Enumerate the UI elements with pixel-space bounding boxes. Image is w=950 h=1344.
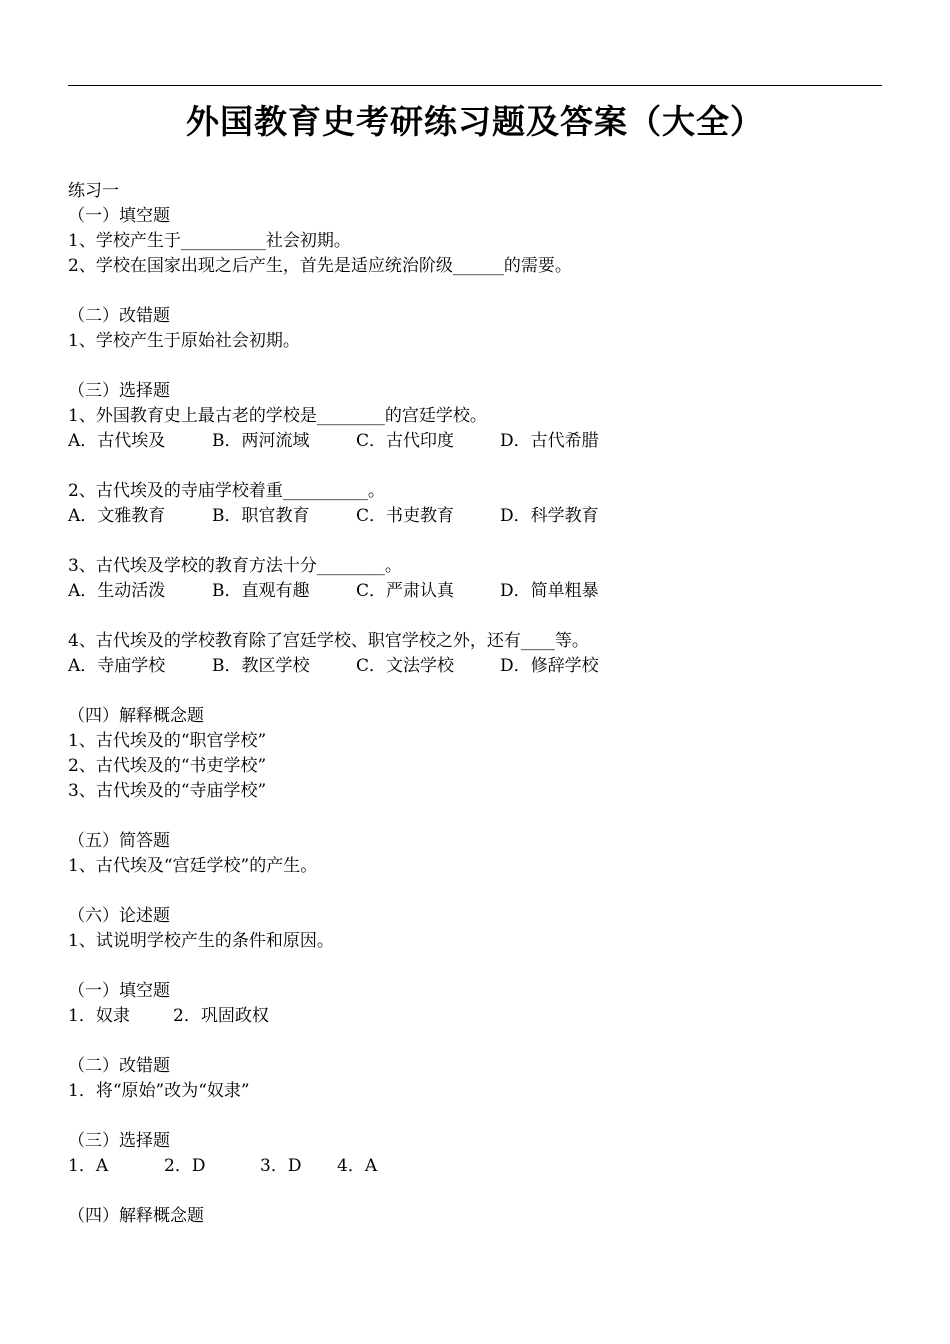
question: 1、古代埃及的“职官学校” [68, 731, 267, 751]
option: A．生动活泼 [68, 581, 166, 601]
answer-item: 3．D [260, 1156, 302, 1176]
document-body [68, 179, 888, 1229]
question: 3、古代埃及的“寺庙学校” [68, 781, 267, 801]
options-row [68, 654, 888, 679]
question: 2、古代埃及的寺庙学校着重__________。 [68, 481, 385, 501]
answer-item: 1．A [68, 1156, 109, 1176]
question: 4、古代埃及的学校教育除了宫廷学校、职官学校之外，还有____等。 [68, 631, 589, 651]
options-row [68, 504, 888, 529]
answer-choice-heading: （三）选择题 [68, 1131, 170, 1151]
answer-row [68, 1004, 888, 1029]
page-title: 外国教育史考研练习题及答案（大全） [186, 102, 764, 141]
option: D．修辞学校 [500, 656, 599, 676]
option: B．教区学校 [212, 656, 310, 676]
question: 1、古代埃及“宫廷学校”的产生。 [68, 856, 318, 876]
question: 3、古代埃及学校的教育方法十分________。 [68, 556, 402, 576]
section-essay-heading: （六）论述题 [68, 906, 170, 926]
option: A．寺庙学校 [68, 656, 166, 676]
option: C．古代印度 [356, 431, 455, 451]
answer-fill-blank-heading: （一）填空题 [68, 981, 170, 1001]
answer-correction-heading: （二）改错题 [68, 1056, 170, 1076]
options-row [68, 579, 888, 604]
question: 1、试说明学校产生的条件和原因。 [68, 931, 334, 951]
option: B．直观有趣 [212, 581, 310, 601]
answer-concept-heading: （四）解释概念题 [68, 1206, 204, 1226]
answer-item: 1．将“原始”改为“奴隶” [68, 1081, 250, 1101]
question: 1、学校产生于__________社会初期。 [68, 231, 351, 251]
option: D．简单粗暴 [500, 581, 599, 601]
option: D．科学教育 [500, 506, 599, 526]
header-rule [68, 85, 882, 86]
section-choice-heading: （三）选择题 [68, 381, 170, 401]
option: B．职官教育 [212, 506, 310, 526]
answer-item: 2．巩固政权 [173, 1006, 269, 1026]
question: 1、学校产生于原始社会初期。 [68, 331, 300, 351]
option: B．两河流域 [212, 431, 310, 451]
question: 1、外国教育史上最古老的学校是________的宫廷学校。 [68, 406, 487, 426]
section-fill-blank-heading: （一）填空题 [68, 206, 170, 226]
option: C．文法学校 [356, 656, 455, 676]
answer-row [68, 1154, 888, 1179]
option: A．古代埃及 [68, 431, 166, 451]
options-row [68, 429, 888, 454]
exercise-heading: 练习一 [68, 181, 119, 201]
answer-item: 4．A [337, 1156, 378, 1176]
question: 2、古代埃及的“书吏学校” [68, 756, 267, 776]
section-concept-heading: （四）解释概念题 [68, 706, 204, 726]
answer-item: 1．奴隶 [68, 1006, 130, 1026]
section-correction-heading: （二）改错题 [68, 306, 170, 326]
option: A．文雅教育 [68, 506, 166, 526]
option: D．古代希腊 [500, 431, 599, 451]
option: C．严肃认真 [356, 581, 455, 601]
option: C．书吏教育 [356, 506, 455, 526]
section-short-answer-heading: （五）简答题 [68, 831, 170, 851]
answer-item: 2．D [164, 1156, 206, 1176]
question: 2、学校在国家出现之后产生，首先是适应统治阶级______的需要。 [68, 256, 572, 276]
